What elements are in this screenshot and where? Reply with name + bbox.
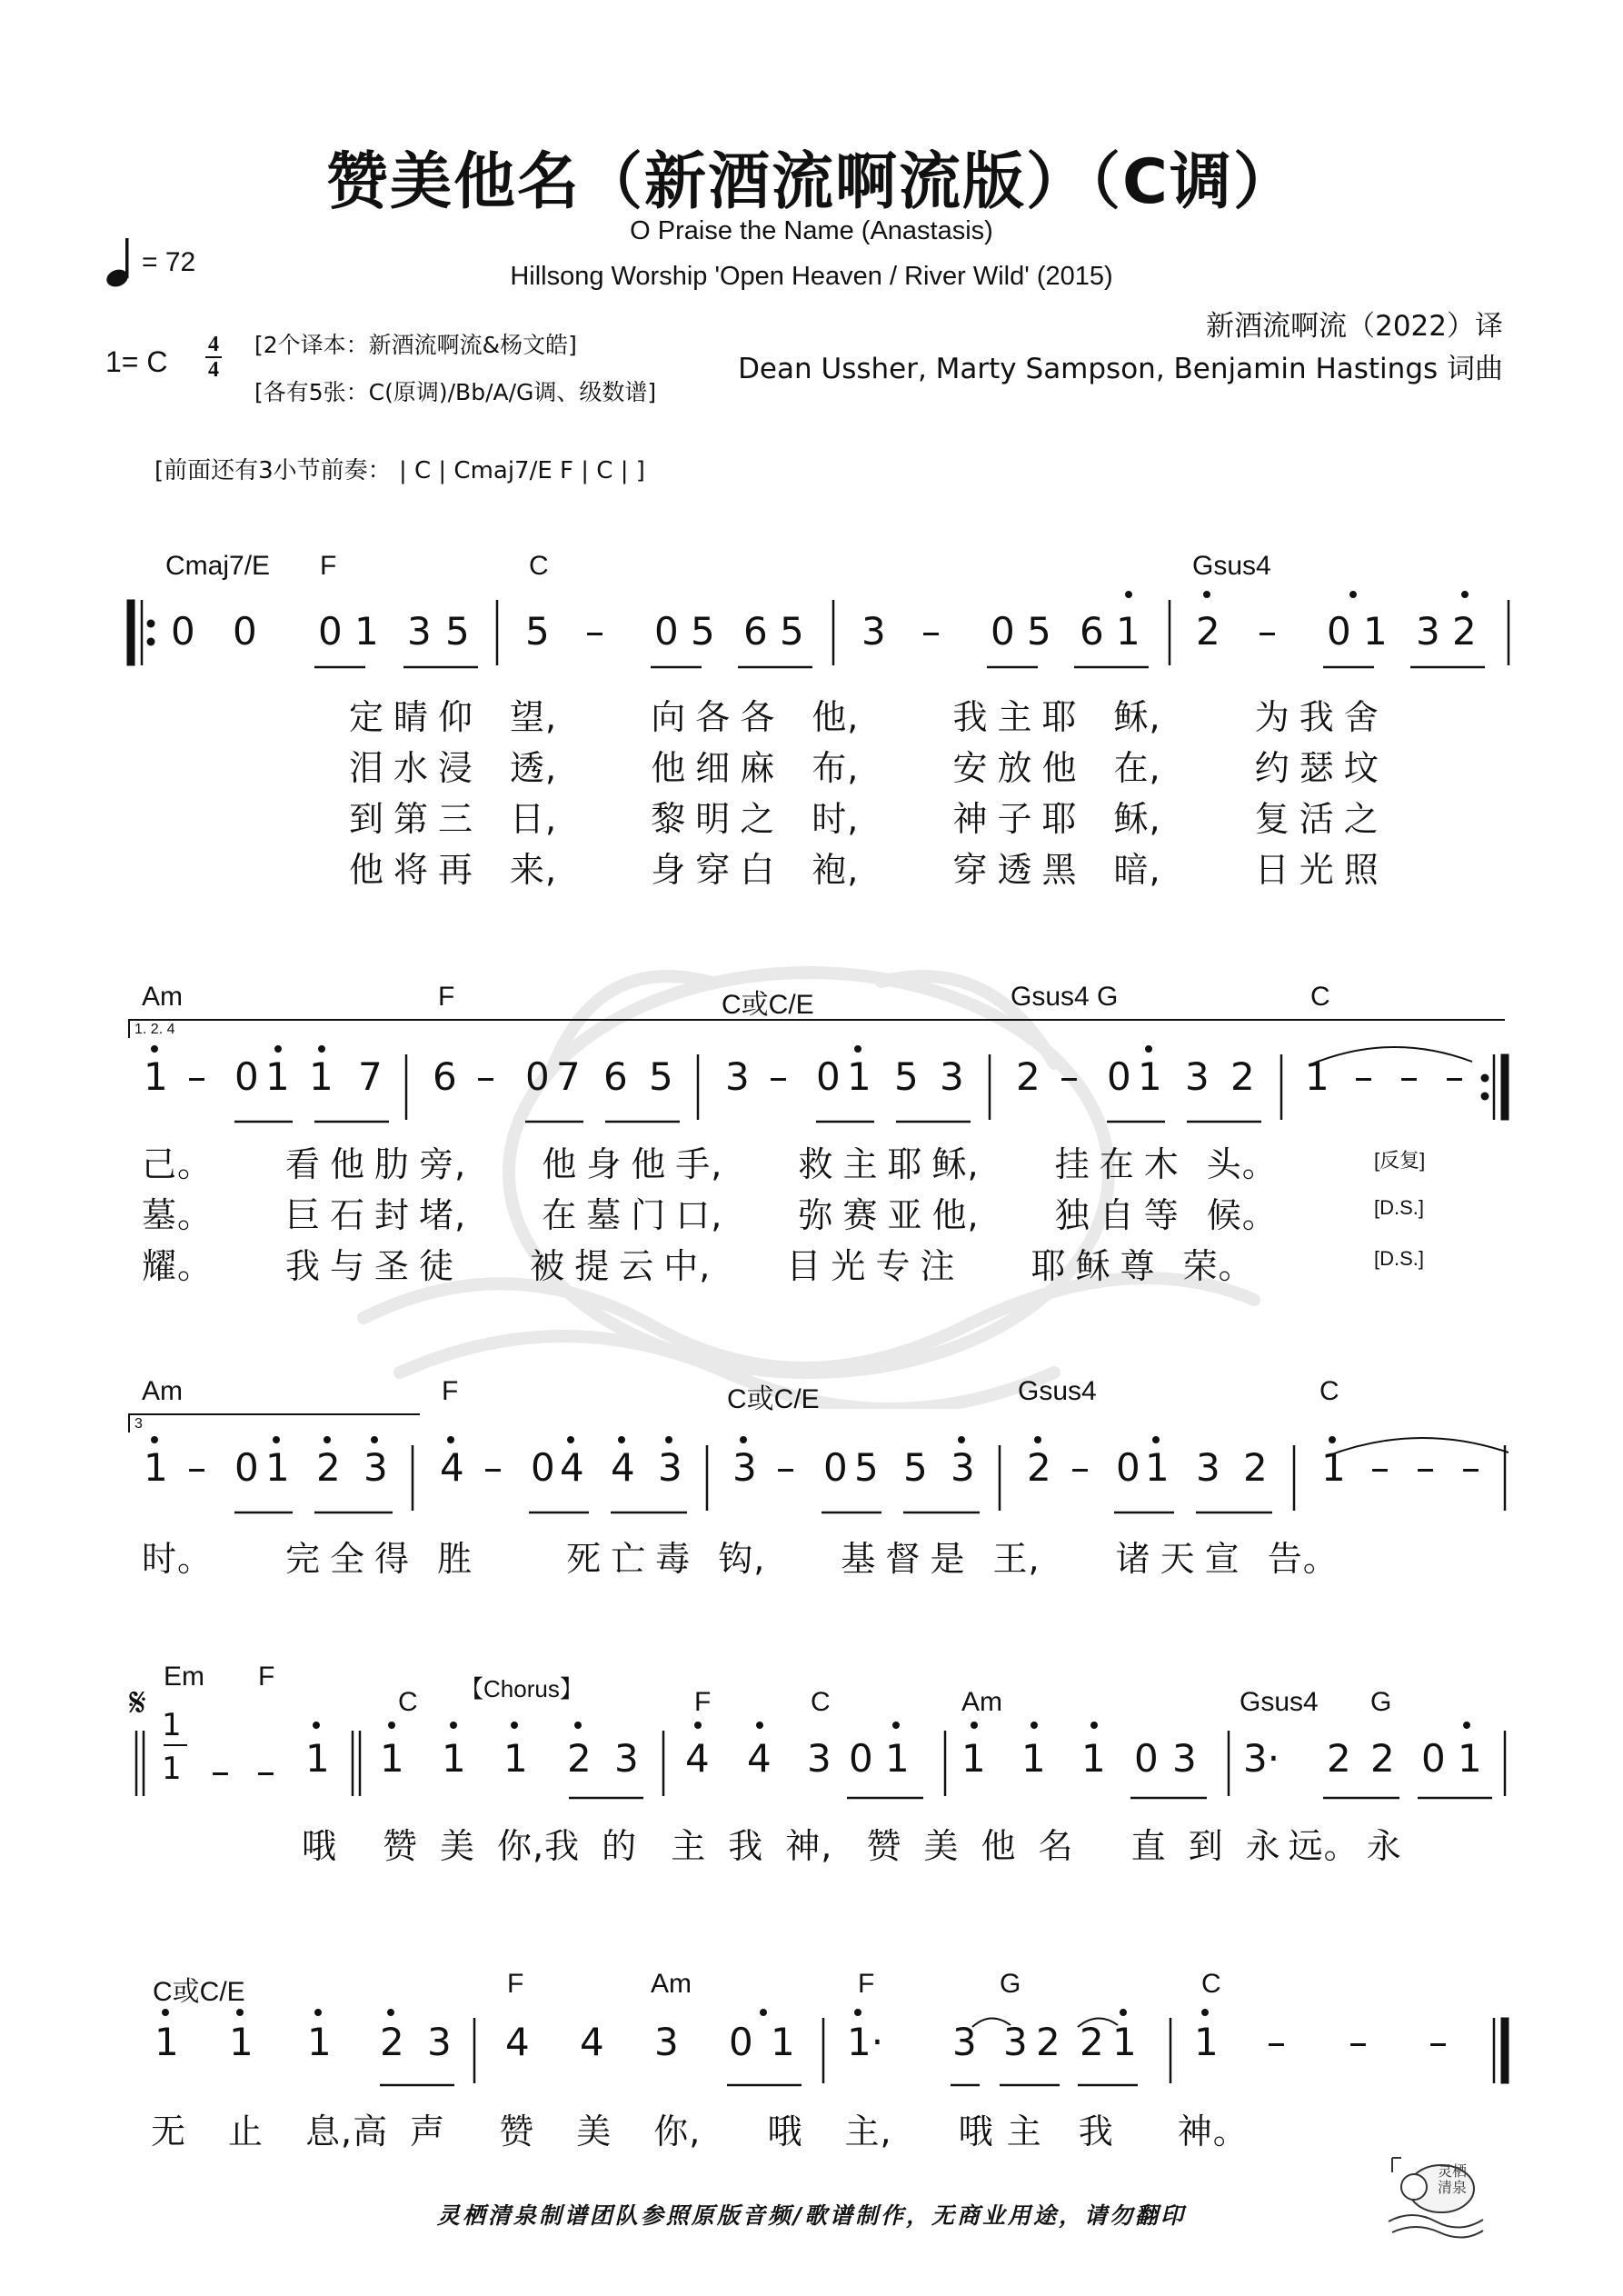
chord-symbol: F (507, 1969, 524, 1999)
chord-symbol: C (1310, 982, 1330, 1012)
note: – (1349, 2020, 1368, 2064)
note: – (476, 1054, 495, 1099)
note: 1 (1363, 609, 1388, 654)
note: 1 (1145, 1445, 1170, 1490)
note: 1 (144, 1445, 168, 1490)
note: – (585, 609, 604, 654)
note: 1 (1081, 1736, 1106, 1781)
note: 1 (307, 2020, 332, 2064)
lyric-line-3: 耀。 我 与 圣 徒 被 提 云 中, 目 光 专 注 耶 稣 尊 荣。 (142, 1246, 1254, 1286)
lyric-line-4: 他 将 再 来, 身 穿 白 袍, 穿 透 黑 暗, 日 光 照 (349, 850, 1379, 890)
note: 4 (505, 2020, 530, 2064)
note: 4 (685, 1736, 710, 1781)
version-note: [2个译本：新酒流啊流&杨文皓] (254, 332, 577, 358)
note: – (776, 1445, 795, 1490)
note: – (187, 1054, 206, 1099)
logo-icon: 灵栖清泉 (1385, 2141, 1485, 2241)
note: – (1429, 2020, 1448, 2064)
lyric-line-3: 到 第 三 日, 黎 明 之 时, 神 子 耶 稣, 复 活 之 (349, 799, 1379, 839)
volta-label: 3 (134, 1416, 143, 1432)
note: 3 (861, 609, 886, 654)
note: – (1267, 2020, 1286, 2064)
page-title: 赞美他名（新酒流啊流版）（C调） (326, 146, 1297, 218)
chord-symbol: Gsus4 (1240, 1687, 1319, 1717)
note: 6 (1080, 609, 1104, 654)
footer-copyright: 灵栖清泉制谱团队参照原版音频/歌谱制作，无商业用途，请勿翻印 (436, 2202, 1187, 2229)
chord-symbol: Gsus4 G (1011, 982, 1119, 1012)
note: 1 (1321, 1445, 1346, 1490)
note: 3 (951, 1445, 975, 1490)
note: 1 (1305, 1054, 1329, 1099)
note: – (921, 609, 941, 654)
chord-symbol: C或C/E (727, 1384, 820, 1414)
note: 3 (725, 1054, 750, 1099)
chorus-label: 【Chorus】 (460, 1675, 583, 1702)
chord-symbol: C (1319, 1376, 1339, 1406)
chord-symbol: F (258, 1662, 275, 1692)
lyric-line: 时。 完 全 得 胜 死 亡 毒 钩, 基 督 是 王, 诸 天 宣 告。 (142, 1539, 1339, 1579)
note: 6 (743, 609, 768, 654)
note: 1 (847, 1054, 871, 1099)
note: 1 (162, 1707, 182, 1743)
note: 1 (771, 2020, 795, 2064)
chord-symbol: Cmaj7/E (165, 551, 271, 581)
chord-symbol: Gsus4 (1192, 551, 1271, 581)
note: 3 (1416, 609, 1440, 654)
note: – (1258, 609, 1277, 654)
lyric-line-2: 墓。 巨 石 封 堵, 在 墓 门 口, 弥 赛 亚 他, 独 自 等 候。 (142, 1195, 1278, 1235)
note: 3 (427, 2020, 452, 2064)
note: 4 (611, 1445, 635, 1490)
note: 5 (691, 609, 715, 654)
note: 3· (1243, 1736, 1280, 1781)
key-signature: 1= C (105, 345, 168, 378)
volta-label: 1. 2. 4 (134, 1022, 175, 1037)
note: 1 (442, 1736, 466, 1781)
note: 2 (1196, 609, 1220, 654)
note: – (1070, 1445, 1090, 1490)
repeat-mark: [反复] (1374, 1149, 1426, 1172)
note: 2 (1036, 2020, 1060, 2064)
intro-note: [前面还有3小节前奏： | C | Cmaj7/E F | C | ] (154, 457, 645, 484)
note: – (1399, 1054, 1419, 1099)
note: 3 (614, 1736, 639, 1781)
note: 2 (1243, 1445, 1268, 1490)
note: 1 (305, 1736, 330, 1781)
note: 0 (234, 1445, 259, 1490)
note: 0 (1134, 1736, 1159, 1781)
note: 0 (531, 1445, 555, 1490)
note: 3 (407, 609, 432, 654)
note: 3 (1185, 1054, 1210, 1099)
note: 1 (1112, 2020, 1137, 2064)
note: 1 (380, 1736, 404, 1781)
note: 4 (560, 1445, 584, 1490)
lyric-line-1: 己。 看 他 肋 旁, 他 身 他 手, 救 主 耶 稣, 挂 在 木 头。 (142, 1144, 1278, 1184)
note: 2 (380, 2020, 404, 2064)
note: 5 (525, 609, 550, 654)
note: 1 (309, 1054, 334, 1099)
note: 0 (1116, 1445, 1140, 1490)
note: 0 (654, 609, 679, 654)
note: – (211, 1749, 230, 1793)
chord-symbol: Gsus4 (1018, 1376, 1097, 1406)
note: 1 (1116, 609, 1140, 654)
chord-symbol: F (442, 1376, 459, 1406)
lyric-line-2: 泪 水 浸 透, 他 细 麻 布, 安 放 他 在, 约 瑟 坟 (349, 748, 1379, 788)
note: 0 (1107, 1054, 1131, 1099)
chord-symbol: Em (164, 1662, 204, 1692)
note: 0 (991, 609, 1015, 654)
note: 3 (654, 2020, 679, 2064)
note: 1 (354, 609, 379, 654)
english-title: O Praise the Name (Anastasis) (630, 216, 993, 245)
note: 0 (233, 609, 257, 654)
note: 0 (729, 2020, 753, 2064)
note: 7 (358, 1054, 383, 1099)
note: 2 (316, 1445, 341, 1490)
note: – (1461, 1445, 1480, 1490)
quarter-note-icon (105, 235, 138, 293)
note: 1 (229, 2020, 254, 2064)
note: 3 (363, 1445, 388, 1490)
note: – (1354, 1054, 1373, 1099)
tempo-mark: = 72 (142, 247, 196, 277)
chord-symbol: C或C/E (722, 990, 814, 1020)
note: 5 (854, 1445, 879, 1490)
note: 6 (603, 1054, 628, 1099)
note: 3 (940, 1054, 964, 1099)
note: 0 (171, 609, 195, 654)
note: 1 (961, 1736, 986, 1781)
note: 5 (445, 609, 470, 654)
note: – (1416, 1445, 1435, 1490)
note: 7 (556, 1054, 581, 1099)
note: – (483, 1445, 503, 1490)
note: 4 (440, 1445, 464, 1490)
note: – (1060, 1054, 1079, 1099)
note: 1 (162, 1751, 182, 1787)
note: 1 (1458, 1736, 1482, 1781)
segno-icon: 𝄋 (129, 1680, 146, 1726)
note: 0 (823, 1445, 848, 1490)
note: 1 (154, 2020, 179, 2064)
note: 2 (1080, 2020, 1104, 2064)
ds-mark: [D.S.] (1374, 1247, 1425, 1270)
chord-symbol: C (529, 551, 549, 581)
note: 2 (1016, 1054, 1041, 1099)
chord-symbol: C或C/E (153, 1977, 245, 2007)
note: 3 (1196, 1445, 1220, 1490)
note: 1· (847, 2020, 884, 2064)
note: 0 (318, 609, 343, 654)
note: 0 (1327, 609, 1351, 654)
chord-symbol: Am (651, 1969, 692, 1999)
chord-symbol: Am (142, 1376, 183, 1406)
note: 3 (807, 1736, 831, 1781)
note: 5 (1027, 609, 1051, 654)
note: 0 (1421, 1736, 1446, 1781)
note: 1 (885, 1736, 910, 1781)
composer-credit: Dean Ussher, Marty Sampson, Benjamin Hastings 词曲 (738, 353, 1503, 385)
note: 5 (649, 1054, 673, 1099)
album-info: Hillsong Worship 'Open Heaven / River Wild' (2015) (510, 262, 1113, 291)
note: 5 (903, 1445, 928, 1490)
note: 4 (747, 1736, 772, 1781)
note: – (256, 1749, 275, 1793)
note: 5 (894, 1054, 919, 1099)
note: 1 (1138, 1054, 1162, 1099)
note: 2 (567, 1736, 592, 1781)
note: 3 (732, 1445, 757, 1490)
note: 3 (1003, 2020, 1028, 2064)
lyric-line: 哦 赞 美 你,我 的 主 我 神, 赞 美 他 名 直 到 永 远。 永 (302, 1826, 1402, 1866)
lyric-line: 无 止 息,高 声 赞 美 你, 哦 主, 哦 主 我 神。 (151, 2111, 1249, 2151)
ds-mark: [D.S.] (1374, 1196, 1425, 1219)
note: 1 (1194, 2020, 1219, 2064)
note: 2 (1327, 1736, 1351, 1781)
note: 3 (1172, 1736, 1197, 1781)
chord-symbol: Am (142, 982, 183, 1012)
chord-symbol: F (438, 982, 455, 1012)
chord-symbol: F (694, 1687, 712, 1717)
note: 1 (265, 1054, 290, 1099)
chord-symbol: C (1201, 1969, 1221, 1999)
sheet-note: [各有5张：C(原调)/Bb/A/G调、级数谱] (254, 379, 657, 405)
chord-symbol: Am (961, 1687, 1002, 1717)
time-signature: 4 4 (205, 334, 222, 380)
note: 0 (816, 1054, 841, 1099)
note: 2 (1452, 609, 1477, 654)
note: 3 (658, 1445, 682, 1490)
note: 6 (433, 1054, 457, 1099)
note: 0 (849, 1736, 873, 1781)
note: – (769, 1054, 788, 1099)
note: 4 (580, 2020, 604, 2064)
note: 0 (525, 1054, 550, 1099)
chord-symbol: C (398, 1687, 418, 1717)
note: 1 (1021, 1736, 1046, 1781)
note: 2 (1027, 1445, 1051, 1490)
note: – (1370, 1445, 1389, 1490)
note: 1 (144, 1054, 168, 1099)
note: – (187, 1445, 206, 1490)
note: – (1445, 1054, 1464, 1099)
note: 2 (1370, 1736, 1395, 1781)
chord-symbol: F (858, 1969, 875, 1999)
note: 3 (952, 2020, 977, 2064)
chord-symbol: C (811, 1687, 831, 1717)
note: 5 (780, 609, 804, 654)
chord-symbol: G (1370, 1687, 1392, 1717)
note: 0 (234, 1054, 259, 1099)
note: 1 (265, 1445, 290, 1490)
lyric-line-1: 定 睛 仰 望, 向 各 各 他, 我 主 耶 稣, 为 我 舍 (349, 697, 1379, 737)
chord-symbol: G (1000, 1969, 1021, 1999)
note: 2 (1230, 1054, 1255, 1099)
chord-symbol: F (320, 551, 337, 581)
translator-credit: 新酒流啊流（2022）译 (1206, 310, 1503, 343)
note: 1 (503, 1736, 528, 1781)
